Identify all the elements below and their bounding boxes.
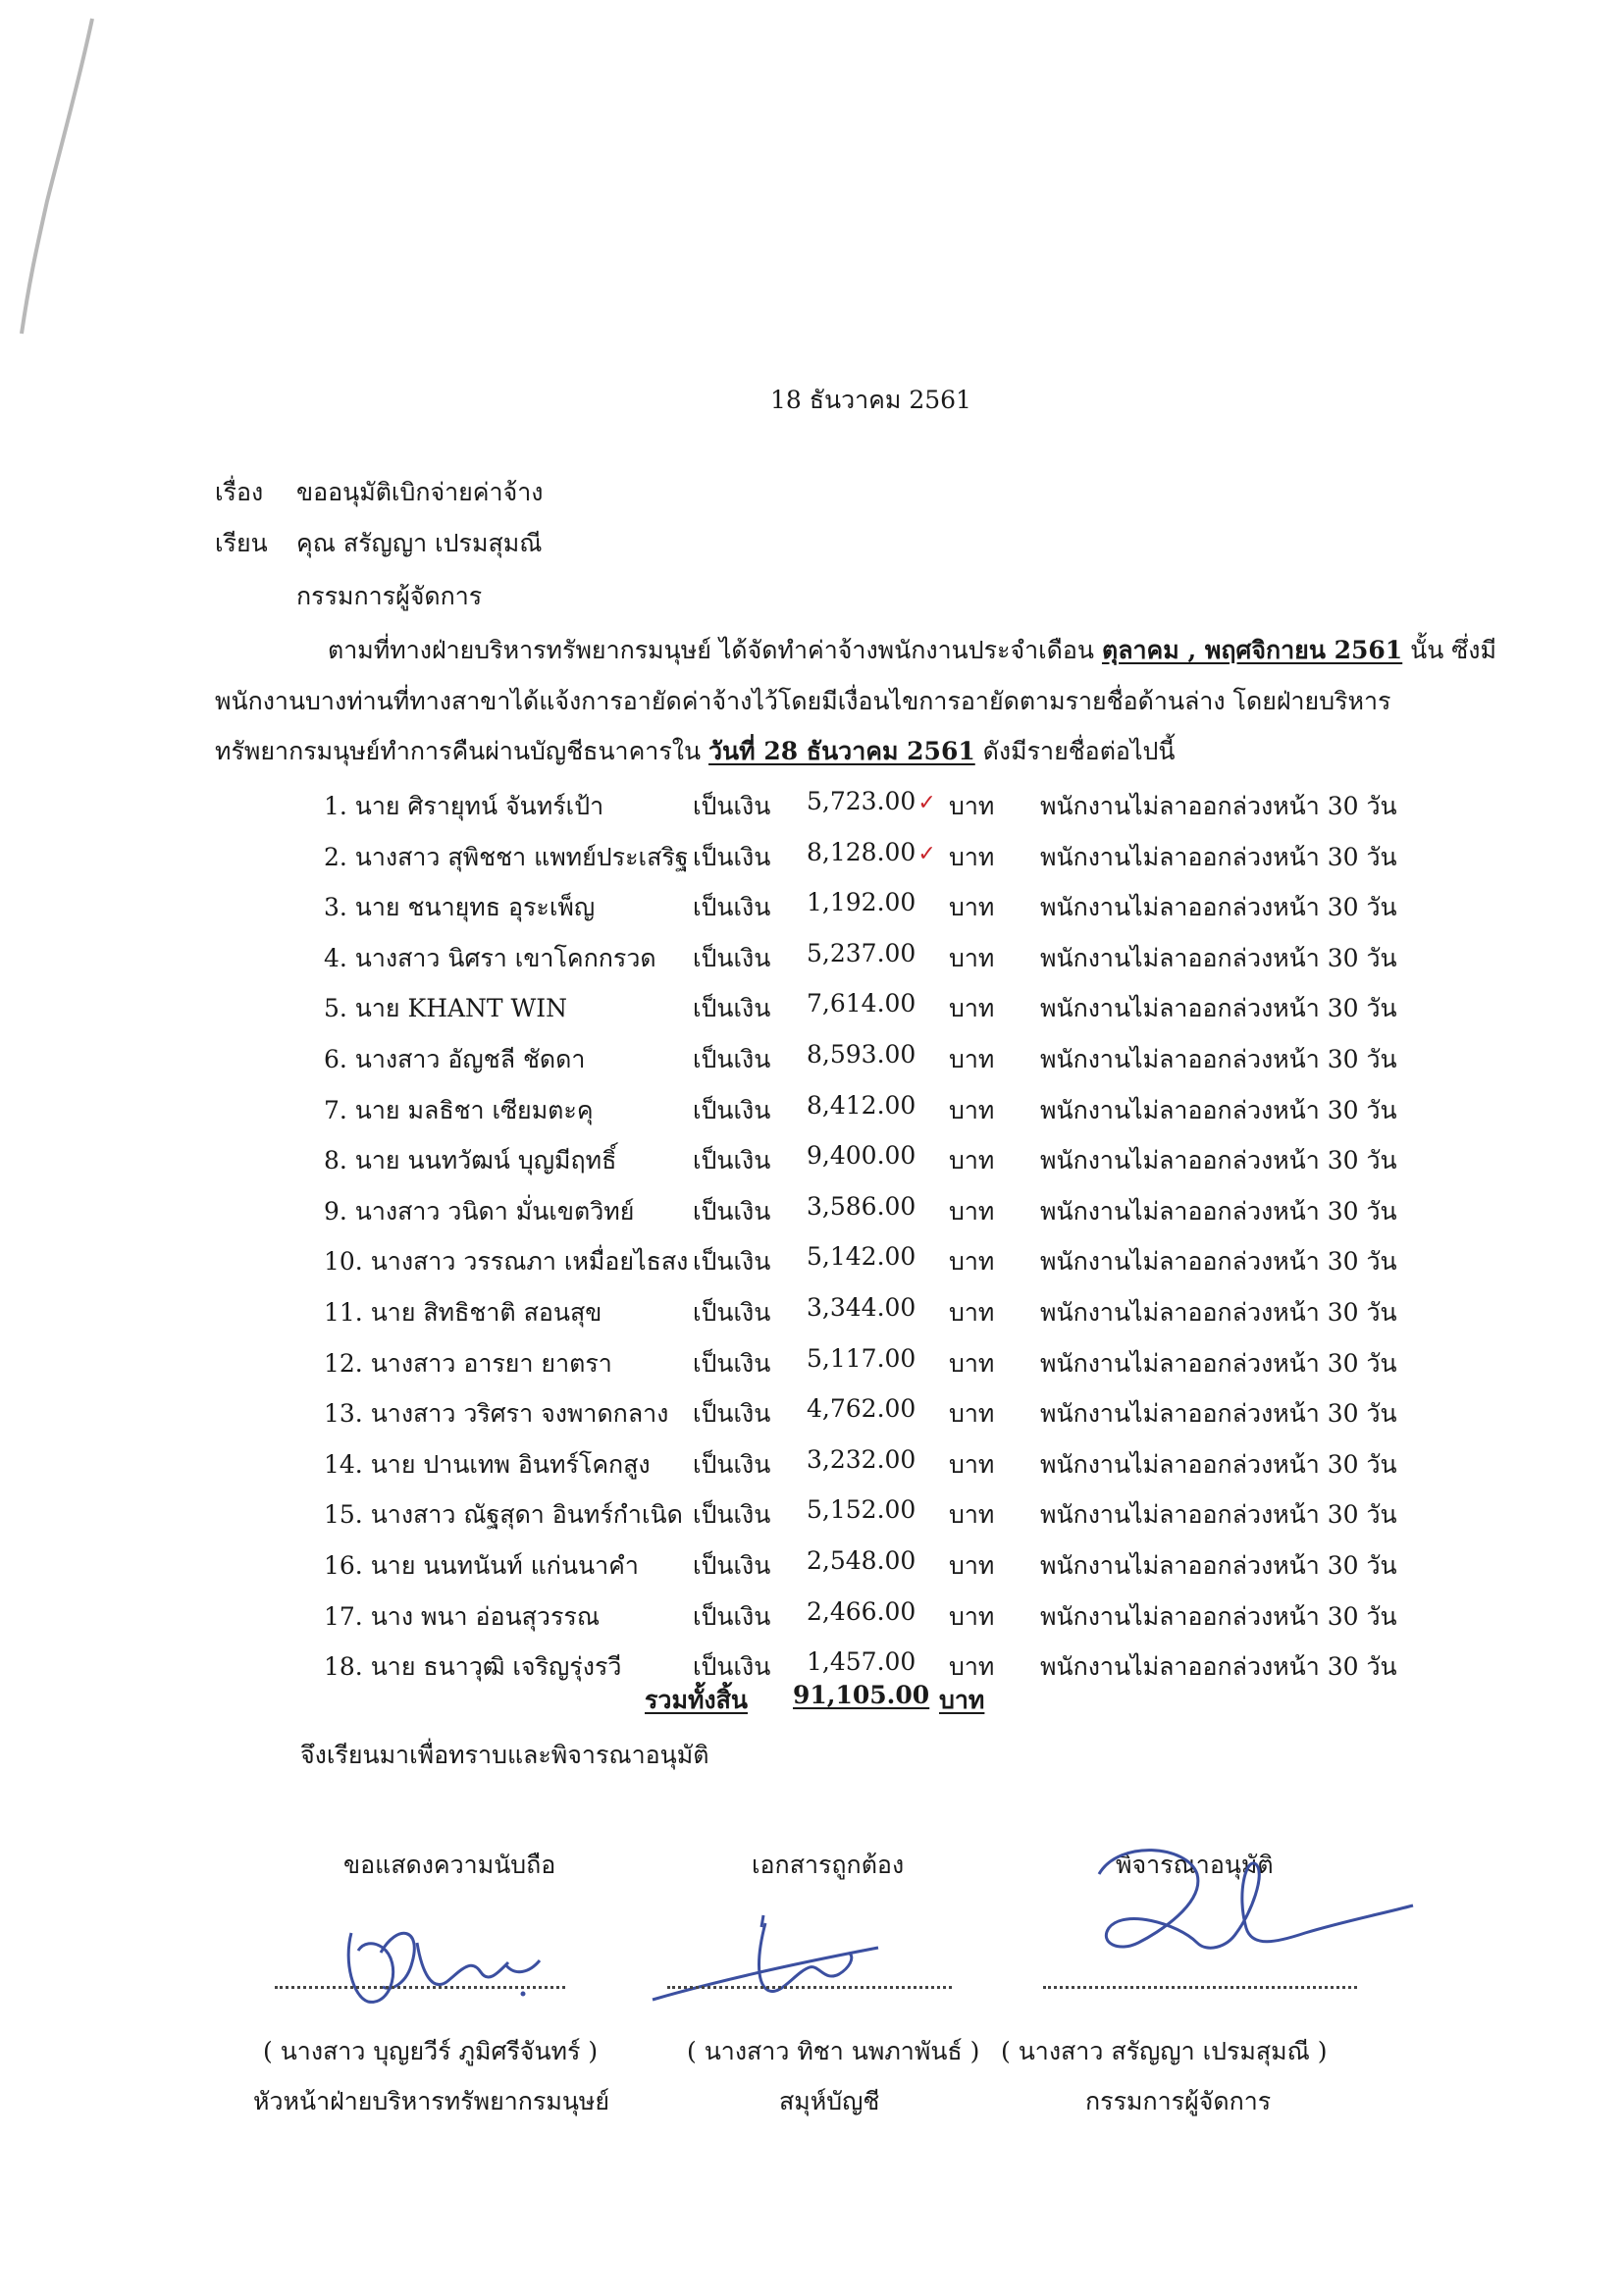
employee-note: พนักงานไม่ลาออกล่วงหน้า 30 วัน — [1040, 1247, 1397, 1277]
signature-1-title: หัวหน้าฝ่ายบริหารทรัพยากรมนุษย์ — [253, 2087, 610, 2115]
check-mark-icon: ✓ — [917, 791, 936, 815]
amount-unit: บาท — [949, 1298, 995, 1327]
amount-prefix: เป็นเงิน — [693, 1449, 771, 1479]
employee-name: 4. นางสาว นิศรา เขาโคกกรวด — [324, 943, 656, 972]
amount-prefix: เป็นเงิน — [693, 1247, 771, 1277]
check-mark-icon: ✓ — [917, 841, 936, 866]
paragraph-line-2: พนักงานบางท่านที่ทางสาขาได้แจ้งการอายัดค่าจ้างไว้โดยมีเงื่อนไขการอายัดตามรายชื่อด้านล่าง โดยฝ่ายบริหาร — [215, 687, 1391, 715]
employee-note: พนักงานไม่ลาออกล่วงหน้า 30 วัน — [1040, 1045, 1397, 1073]
employee-note: พนักงานไม่ลาออกล่วงหน้า 30 วัน — [1040, 1095, 1397, 1124]
employee-amount: 5,723.00✓ — [807, 787, 936, 815]
paragraph-line-1 — [328, 631, 1496, 670]
employee-amount: 3,232.00 — [807, 1444, 916, 1474]
employee-name: 5. นาย KHANT WIN — [324, 994, 567, 1023]
amount-prefix: เป็นเงิน — [693, 1045, 771, 1073]
amount-unit: บาท — [949, 994, 995, 1023]
employee-row — [0, 1293, 1623, 1332]
employee-amount: 5,142.00 — [807, 1242, 916, 1272]
signature-3-name: ( นางสาว สรัญญา เปรมสุมณี ) — [1001, 2037, 1328, 2065]
employee-amount: 2,466.00 — [807, 1596, 916, 1626]
employee-name: 3. นาย ชนายุทธ อุระเพ็ญ — [324, 893, 596, 922]
amount-unit: บาท — [949, 1247, 995, 1277]
signature-3-heading: พิจารณาอนุมัติ — [1116, 1851, 1274, 1879]
employee-note: พนักงานไม่ลาออกล่วงหน้า 30 วัน — [1040, 1146, 1397, 1175]
employee-name: 18. นาย ธนาวุฒิ เจริญรุ่งรวี — [324, 1652, 622, 1682]
employee-note: พนักงานไม่ลาออกล่วงหน้า 30 วัน — [1040, 842, 1397, 871]
amount-unit: บาท — [949, 1551, 995, 1580]
employee-amount: 2,548.00 — [807, 1546, 916, 1575]
employee-note: พนักงานไม่ลาออกล่วงหน้า 30 วัน — [1040, 943, 1397, 972]
employee-row — [0, 838, 1623, 877]
employee-name: 1. นาย ศิรายุทน์ จันทร์เป้า — [324, 792, 604, 820]
employee-name: 10. นางสาว วรรณภา เหมื่อยไธสง — [324, 1247, 689, 1277]
paragraph-line-1-b: นั้น ซึ่งมี — [1402, 636, 1496, 664]
signature-3-title: กรรมการผู้จัดการ — [1085, 2087, 1272, 2115]
employee-row — [0, 787, 1623, 826]
amount-prefix: เป็นเงิน — [693, 1601, 771, 1631]
letter-date: 18 ธันวาคม 2561 — [770, 386, 971, 414]
employee-note: พนักงานไม่ลาออกล่วงหน้า 30 วัน — [1040, 1449, 1397, 1479]
paragraph-refund-date: วันที่ 28 ธันวาคม 2561 — [708, 737, 975, 765]
employee-note: พนักงานไม่ลาออกล่วงหน้า 30 วัน — [1040, 1298, 1397, 1327]
employee-amount: 5,117.00 — [807, 1343, 916, 1373]
amount-unit: บาท — [949, 1146, 995, 1175]
signature-2-handwriting — [648, 1913, 883, 2011]
employee-note: พนักงานไม่ลาออกล่วงหน้า 30 วัน — [1040, 1500, 1397, 1530]
employee-name: 2. นางสาว สุพิชชา แพทย์ประเสริฐ — [324, 842, 689, 871]
signature-3-handwriting — [1079, 1835, 1423, 1992]
amount-unit: บาท — [949, 1652, 995, 1682]
paragraph-months: ตุลาคม , พฤศจิกายน 2561 — [1101, 636, 1403, 664]
employee-note: พนักงานไม่ลาออกล่วงหน้า 30 วัน — [1040, 1196, 1397, 1226]
employee-name: 12. นางสาว อารยา ยาตรา — [324, 1348, 612, 1378]
total-label: รวมทั้งสิ้น — [645, 1686, 748, 1714]
employee-row — [0, 1192, 1623, 1231]
amount-prefix: เป็นเงิน — [693, 792, 771, 820]
amount-unit: บาท — [949, 1196, 995, 1226]
employee-row — [0, 1445, 1623, 1485]
employee-row — [0, 1141, 1623, 1180]
employee-name: 6. นางสาว อัญชลี ชัดดา — [324, 1045, 586, 1073]
employee-amount: 9,400.00 — [807, 1141, 916, 1171]
employee-name: 9. นางสาว วนิดา มั่นเขตวิทย์ — [324, 1196, 635, 1226]
employee-name: 7. นาย มลธิชา เซียมตะคุ — [324, 1095, 594, 1124]
employee-name: 16. นาย นนทนันท์ แก่นนาคำ — [324, 1551, 639, 1580]
amount-prefix: เป็นเงิน — [693, 1551, 771, 1580]
employee-amount: 7,614.00 — [807, 989, 916, 1018]
employee-row — [0, 989, 1623, 1028]
amount-unit: บาท — [949, 1601, 995, 1631]
paragraph-line-3-b: ดังมีรายชื่อต่อไปนี้ — [974, 737, 1176, 765]
employee-name: 13. นางสาว วริศรา จงพาดกลาง — [324, 1399, 669, 1429]
employee-amount: 8,412.00 — [807, 1090, 916, 1120]
employee-row — [0, 1394, 1623, 1434]
closing-text: จึงเรียนมาเพื่อทราบและพิจารณาอนุมัติ — [300, 1741, 709, 1769]
recipient-label: เรียน — [215, 529, 268, 557]
employee-name: 14. นาย ปานเทพ อินทร์โคกสูง — [324, 1449, 651, 1479]
amount-prefix: เป็นเงิน — [693, 1146, 771, 1175]
employee-amount: 8,128.00✓ — [807, 837, 936, 866]
employee-amount: 3,586.00 — [807, 1191, 916, 1221]
amount-unit: บาท — [949, 842, 995, 871]
amount-prefix: เป็นเงิน — [693, 1196, 771, 1226]
paragraph-line-3 — [215, 732, 1175, 771]
employee-row — [0, 1495, 1623, 1535]
amount-unit: บาท — [949, 893, 995, 922]
employee-name: 15. นางสาว ณัฐสุดา อินทร์กำเนิด — [324, 1500, 683, 1530]
employee-row — [0, 888, 1623, 927]
employee-amount: 8,593.00 — [807, 1040, 916, 1069]
amount-unit: บาท — [949, 1095, 995, 1124]
signature-1-heading: ขอแสดงความนับถือ — [343, 1851, 556, 1879]
employee-amount: 4,762.00 — [807, 1394, 916, 1424]
amount-unit: บาท — [949, 943, 995, 972]
employee-note: พนักงานไม่ลาออกล่วงหน้า 30 วัน — [1040, 792, 1397, 820]
employee-amount: 5,237.00 — [807, 938, 916, 967]
signature-2-line — [667, 1986, 952, 1989]
amount-prefix: เป็นเงิน — [693, 1348, 771, 1378]
subject-text: ขออนุมัติเบิกจ่ายค่าจ้าง — [296, 478, 544, 506]
employee-name: 11. นาย สิทธิชาติ สอนสุข — [324, 1298, 602, 1327]
signature-1-name: ( นางสาว บุญยวีร์ ภูมิศรีจันทร์ ) — [263, 2037, 599, 2065]
amount-prefix: เป็นเงิน — [693, 1298, 771, 1327]
employee-row — [0, 1040, 1623, 1079]
paragraph-line-1-a: ตามที่ทางฝ่ายบริหารทรัพยากรมนุษย์ ได้จัดทำค่าจ้างพนักงานประจำเดือน — [328, 636, 1102, 664]
paragraph-line-3-a: ทรัพยากรมนุษย์ทำการคืนผ่านบัญชีธนาคารใน — [215, 737, 709, 765]
amount-prefix: เป็นเงิน — [693, 943, 771, 972]
amount-prefix: เป็นเงิน — [693, 994, 771, 1023]
amount-prefix: เป็นเงิน — [693, 1095, 771, 1124]
amount-prefix: เป็นเงิน — [693, 1500, 771, 1530]
employee-row — [0, 1546, 1623, 1586]
scan-artifact-line — [8, 15, 96, 339]
amount-unit: บาท — [949, 1399, 995, 1429]
recipient-name: คุณ สรัญญา เปรมสุมณี — [296, 529, 543, 557]
signature-1-line — [275, 1986, 565, 1989]
amount-prefix: เป็นเงิน — [693, 842, 771, 871]
employee-note: พนักงานไม่ลาออกล่วงหน้า 30 วัน — [1040, 1601, 1397, 1631]
employee-amount: 1,457.00 — [807, 1647, 916, 1677]
amount-unit: บาท — [949, 1449, 995, 1479]
signature-2-name: ( นางสาว ทิชา นพภาพันธ์ ) — [687, 2037, 980, 2065]
employee-row — [0, 939, 1623, 978]
employee-row — [0, 1597, 1623, 1637]
employee-note: พนักงานไม่ลาออกล่วงหน้า 30 วัน — [1040, 1652, 1397, 1682]
employee-amount: 5,152.00 — [807, 1495, 916, 1525]
amount-prefix: เป็นเงิน — [693, 893, 771, 922]
employee-note: พนักงานไม่ลาออกล่วงหน้า 30 วัน — [1040, 1399, 1397, 1429]
employee-row — [0, 1344, 1623, 1383]
signature-2-heading: เอกสารถูกต้อง — [752, 1851, 905, 1879]
employee-note: พนักงานไม่ลาออกล่วงหน้า 30 วัน — [1040, 1551, 1397, 1580]
amount-unit: บาท — [949, 1500, 995, 1530]
total-amount: 91,105.00 — [793, 1681, 930, 1709]
employee-note: พนักงานไม่ลาออกล่วงหน้า 30 วัน — [1040, 893, 1397, 922]
amount-unit: บาท — [949, 1045, 995, 1073]
total-unit: บาท — [939, 1686, 985, 1714]
employee-note: พนักงานไม่ลาออกล่วงหน้า 30 วัน — [1040, 994, 1397, 1023]
signature-2-title: สมุห์บัญชี — [779, 2087, 880, 2115]
amount-prefix: เป็นเงิน — [693, 1399, 771, 1429]
employee-row — [0, 1091, 1623, 1130]
amount-unit: บาท — [949, 1348, 995, 1378]
signature-3-line — [1043, 1986, 1357, 1989]
signature-1-handwriting — [324, 1904, 550, 2021]
employee-name: 17. นาง พนา อ่อนสุวรรณ — [324, 1601, 601, 1631]
employee-name: 8. นาย นนทวัฒน์ บุญมีฤทธิ์ — [324, 1146, 617, 1175]
subject-label: เรื่อง — [215, 478, 264, 506]
employee-row — [0, 1242, 1623, 1281]
employee-note: พนักงานไม่ลาออกล่วงหน้า 30 วัน — [1040, 1348, 1397, 1378]
amount-unit: บาท — [949, 792, 995, 820]
employee-amount: 1,192.00 — [807, 888, 916, 917]
amount-prefix: เป็นเงิน — [693, 1652, 771, 1682]
recipient-title: กรรมการผู้จัดการ — [296, 582, 483, 610]
employee-amount: 3,344.00 — [807, 1293, 916, 1322]
